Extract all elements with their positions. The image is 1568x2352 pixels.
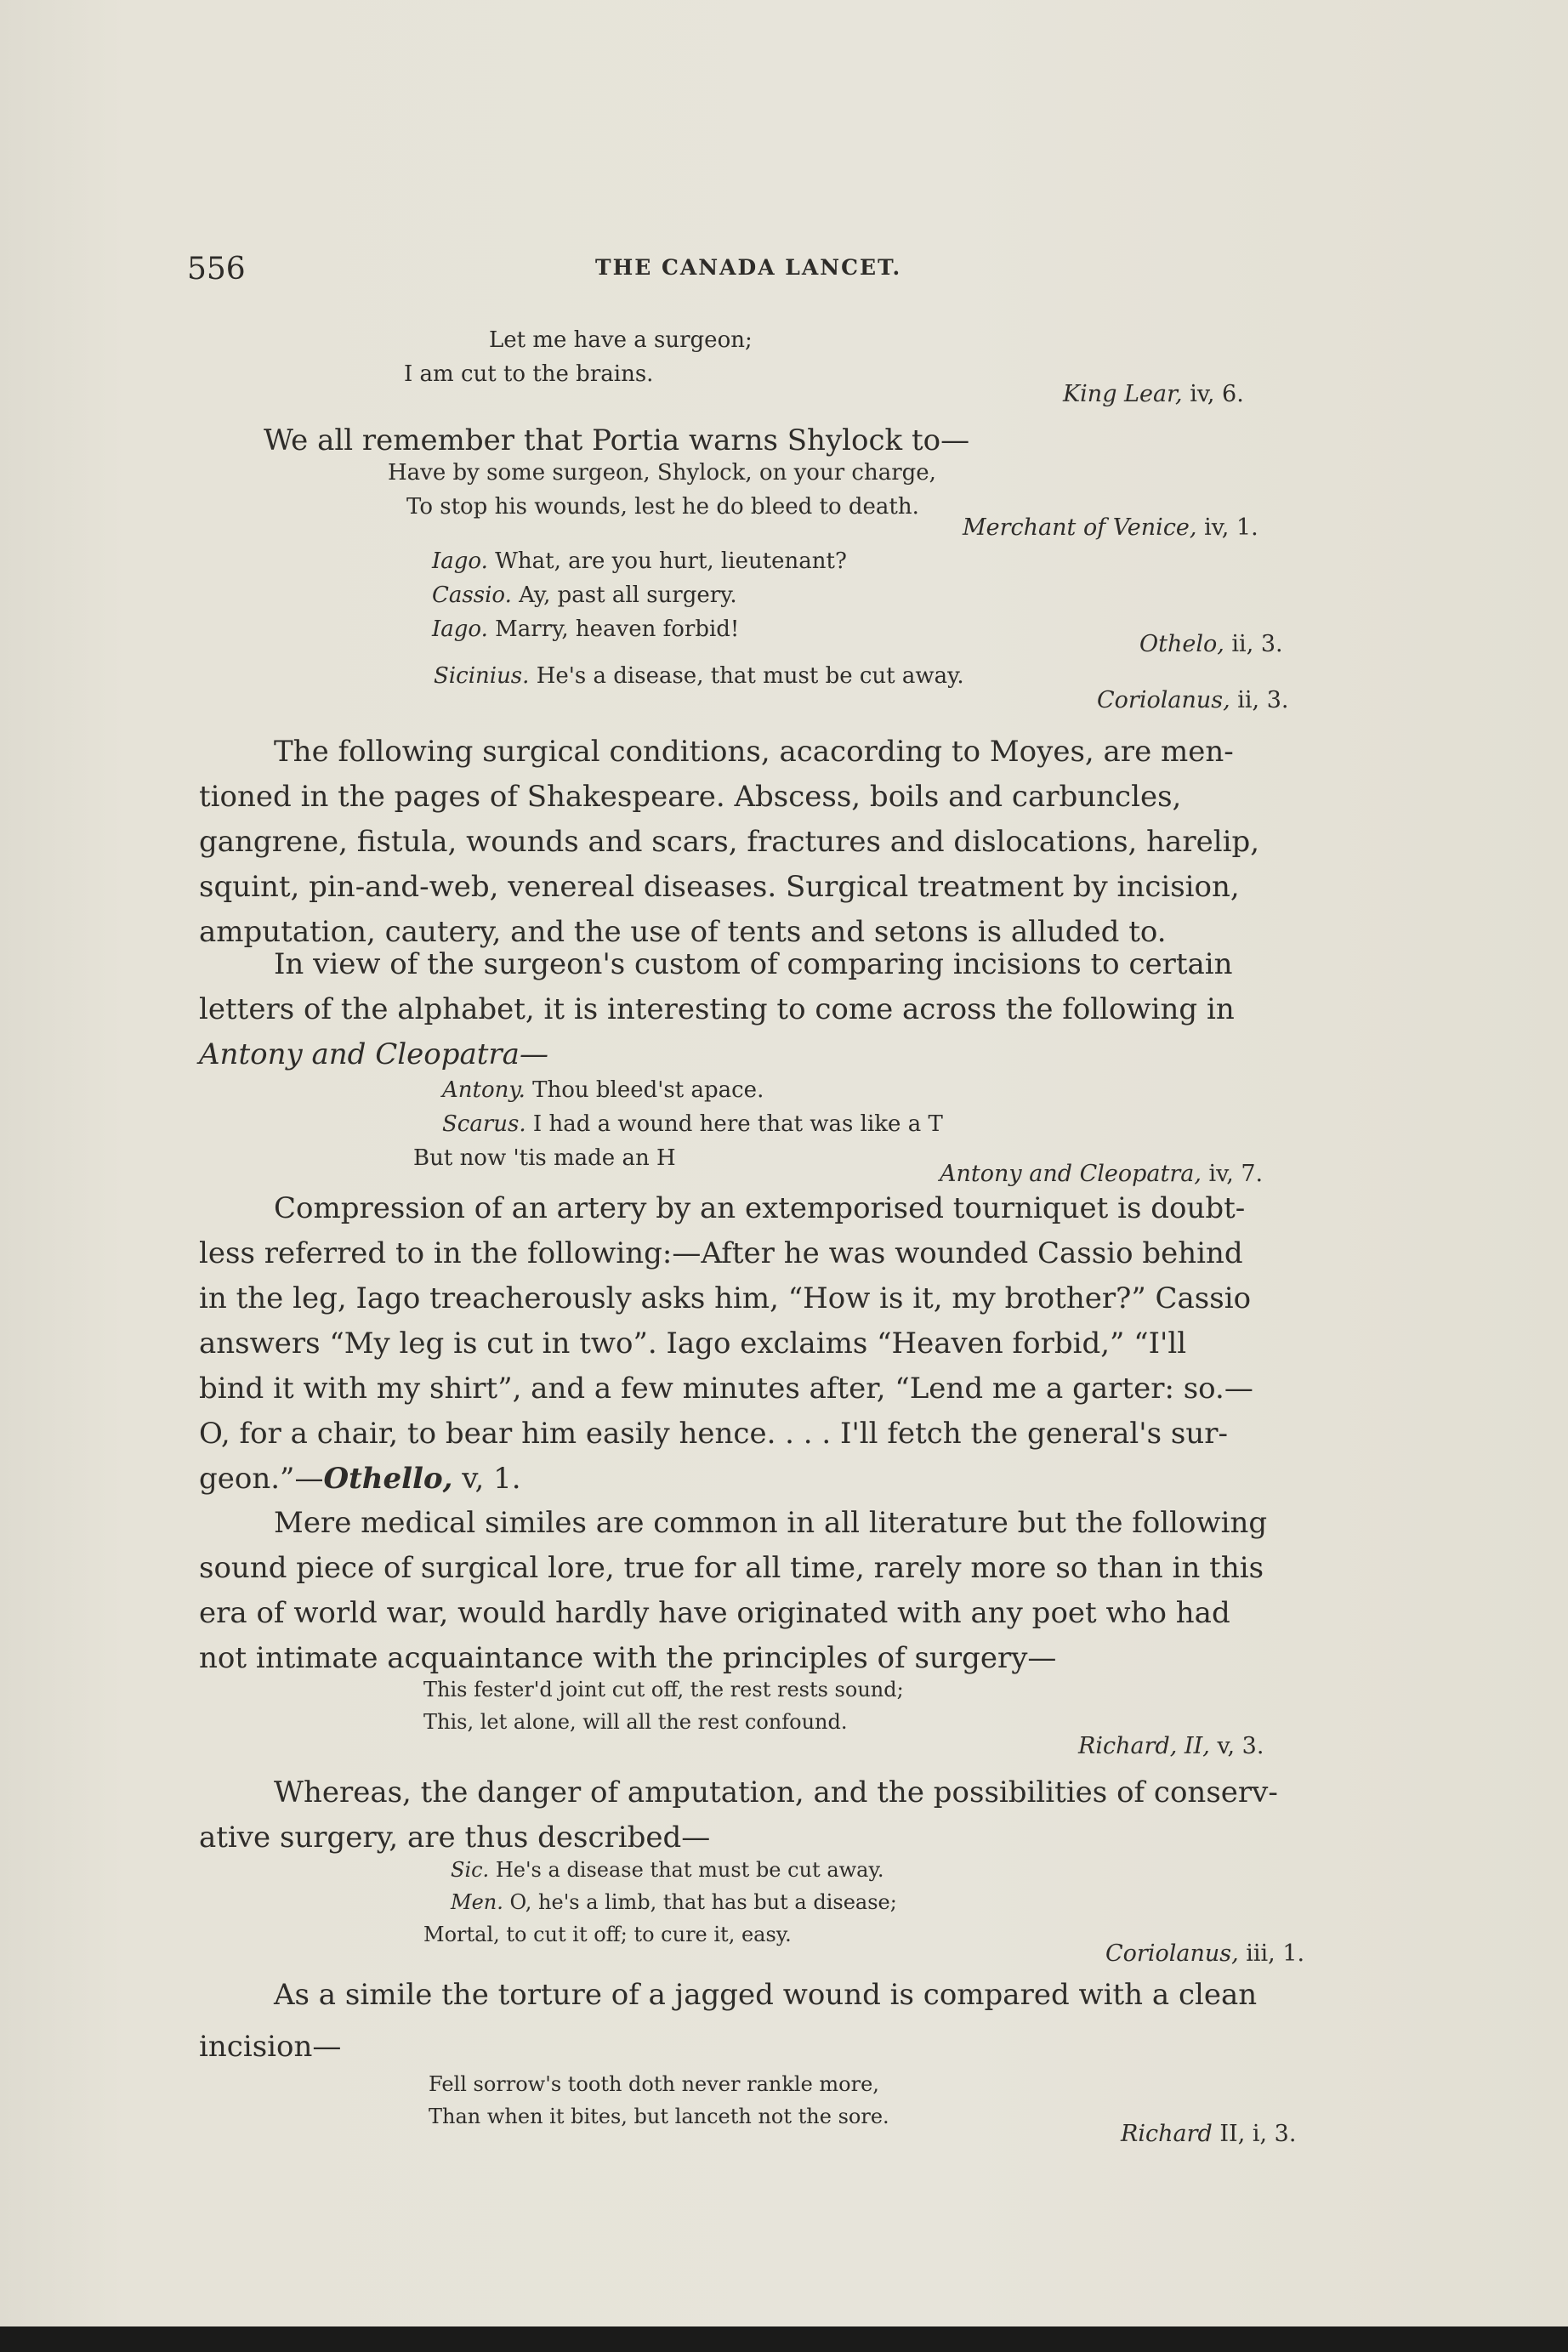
citation-work: Richard, II, — [1078, 1733, 1210, 1759]
quote-line: Iago. What, are you hurt, lieutenant? — [432, 548, 847, 574]
paragraph-line: sound piece of surgical lore, true for all time, rarely more so than in this — [199, 1551, 1264, 1585]
running-header — [187, 252, 1344, 294]
quote-merchant — [388, 456, 936, 524]
citation-ref: iv, 7. — [1208, 1161, 1264, 1187]
paragraph-line: not intimate acquaintance with the principles of surgery— — [199, 1641, 1057, 1675]
citation-ref: II, i, 3. — [1219, 2121, 1297, 2147]
citation-richard-1 — [1078, 1733, 1264, 1759]
quote-line: Cassio. Ay, past all surgery. — [432, 582, 737, 608]
quote-coriolanus-1 — [434, 659, 964, 693]
quote-line: Sic. He's a disease that must be cut away. — [451, 1858, 884, 1882]
paragraph-line: ative surgery, are thus described— — [199, 1821, 711, 1855]
paragraph-line: geon.”—Othello, v, 1. — [199, 1462, 521, 1496]
quote-line: To stop his wounds, lest he do bleed to death. — [406, 494, 919, 520]
citation-ref: iv, 6. — [1190, 381, 1244, 407]
paragraph-surgical-conditions — [199, 730, 1355, 955]
citation-ref: v, 3. — [1217, 1733, 1264, 1759]
paragraph-line: The following surgical conditions, acacording to Moyes, are men- — [274, 735, 1234, 769]
quote-line: Have by some surgeon, Shylock, on your charge, — [388, 460, 936, 486]
citation-king-lear — [1063, 381, 1244, 407]
quote-line: Scarus. I had a wound here that was like a T — [442, 1111, 943, 1137]
paragraph-line: answers “My leg is cut in two”. Iago exclaims “Heaven forbid,” “I'll — [199, 1327, 1187, 1361]
citation-coriolanus-2 — [1105, 1940, 1304, 1967]
paragraph-line: Compression of an artery by an extemporised tourniquet is doubt- — [274, 1191, 1246, 1225]
paragraph-tourniquet — [199, 1186, 1355, 1502]
quote-line: Antony. Thou bleed'st apace. — [442, 1077, 764, 1103]
quote-line: Than when it bites, but lanceth not the sore. — [429, 2105, 889, 2128]
paragraph-line: Whereas, the danger of amputation, and the possibilities of conserv- — [274, 1775, 1278, 1809]
paragraph-line: tioned in the pages of Shakespeare. Abscess, boils and carbuncles, — [199, 780, 1182, 814]
paragraph-line: bind it with my shirt”, and a few minutes after, “Lend me a garter: so.— — [199, 1372, 1253, 1406]
citation-ref: iv, 1. — [1204, 514, 1258, 541]
quote-antony — [413, 1073, 943, 1175]
paragraph-line: Antony and Cleopatra— — [199, 1037, 548, 1071]
quote-line: But now 'tis made an H — [413, 1145, 676, 1171]
quote-line: Fell sorrow's tooth doth never rankle more, — [429, 2072, 879, 2096]
citation-work: Coriolanus, — [1105, 1940, 1239, 1967]
citation-ref: ii, 3. — [1231, 631, 1283, 657]
paragraph-line: We all remember that Portia warns Shylock to— — [264, 423, 970, 457]
quote-king-lear — [404, 323, 753, 391]
quote-line: Mortal, to cut it off; to cure it, easy. — [423, 1923, 792, 1946]
paragraph-line: As a simile the torture of a jagged wound is compared with a clean — [274, 1978, 1258, 2012]
paragraph-line: era of world war, would hardly have originated with any poet who had — [199, 1596, 1230, 1630]
page-number: 556 — [187, 252, 246, 287]
citation-work: Coriolanus, — [1097, 687, 1230, 713]
quote-line: Iago. Marry, heaven forbid! — [432, 616, 740, 642]
paragraph-amputation — [199, 1770, 1355, 1861]
quote-line: Men. O, he's a limb, that has but a disease; — [451, 1890, 897, 1914]
quote-line: Let me have a surgeon; — [489, 327, 753, 353]
paragraph-line: letters of the alphabet, it is interesting to come across the following in — [199, 992, 1235, 1026]
citation-ref: ii, 3. — [1237, 687, 1289, 713]
quote-othello — [432, 544, 847, 646]
citation-coriolanus-1 — [1097, 687, 1288, 713]
scan-edge — [0, 2326, 1568, 2352]
paragraph-medical-similes — [199, 1501, 1355, 1681]
quote-coriolanus-2 — [423, 1854, 897, 1951]
paragraph-line: incision— — [199, 2030, 342, 2064]
quote-richard-2 — [429, 2068, 889, 2133]
quote-line: I am cut to the brains. — [404, 361, 654, 387]
citation-ref: iii, 1. — [1246, 1940, 1305, 1967]
paragraph-line: squint, pin-and-web, venereal diseases. Surgical treatment by incision, — [199, 870, 1240, 904]
citation-work: Antony and Cleopatra, — [940, 1161, 1202, 1187]
quote-line: This fester'd joint cut off, the rest rests sound; — [423, 1678, 904, 1702]
paragraph-line: O, for a chair, to bear him easily hence. . . . I'll fetch the general's sur- — [199, 1417, 1228, 1451]
citation-work: Merchant of Venice, — [963, 514, 1197, 541]
paragraph-line: In view of the surgeon's custom of comparing incisions to certain — [274, 947, 1233, 981]
paragraph-line: amputation, cautery, and the use of tents and setons is alluded to. — [199, 915, 1167, 949]
journal-title: THE CANADA LANCET. — [595, 255, 902, 280]
citation-work: King Lear, — [1063, 381, 1183, 407]
quote-line: Sicinius. He's a disease, that must be cut away. — [434, 663, 964, 689]
paragraph-line: less referred to in the following:—After he was wounded Cassio behind — [199, 1236, 1243, 1270]
paragraph-line: gangrene, fistula, wounds and scars, fractures and dislocations, harelip, — [199, 825, 1260, 859]
citation-antony — [940, 1161, 1263, 1187]
quote-richard-1 — [423, 1673, 904, 1738]
paragraph-alphabet-incisions — [199, 942, 1355, 1077]
paragraph-line: Mere medical similes are common in all literature but the following — [274, 1506, 1268, 1540]
citation-merchant — [963, 514, 1258, 541]
citation-work: Richard — [1121, 2121, 1213, 2147]
citation-othello — [1139, 631, 1283, 657]
quote-line: This, let alone, will all the rest confound. — [423, 1710, 848, 1734]
citation-work: Othelo, — [1139, 631, 1224, 657]
paragraph-jagged-wound — [199, 1973, 1355, 2070]
citation-richard-2 — [1121, 2121, 1296, 2147]
paragraph-line: in the leg, Iago treacherously asks him, “How is it, my brother?” Cassio — [199, 1281, 1252, 1315]
